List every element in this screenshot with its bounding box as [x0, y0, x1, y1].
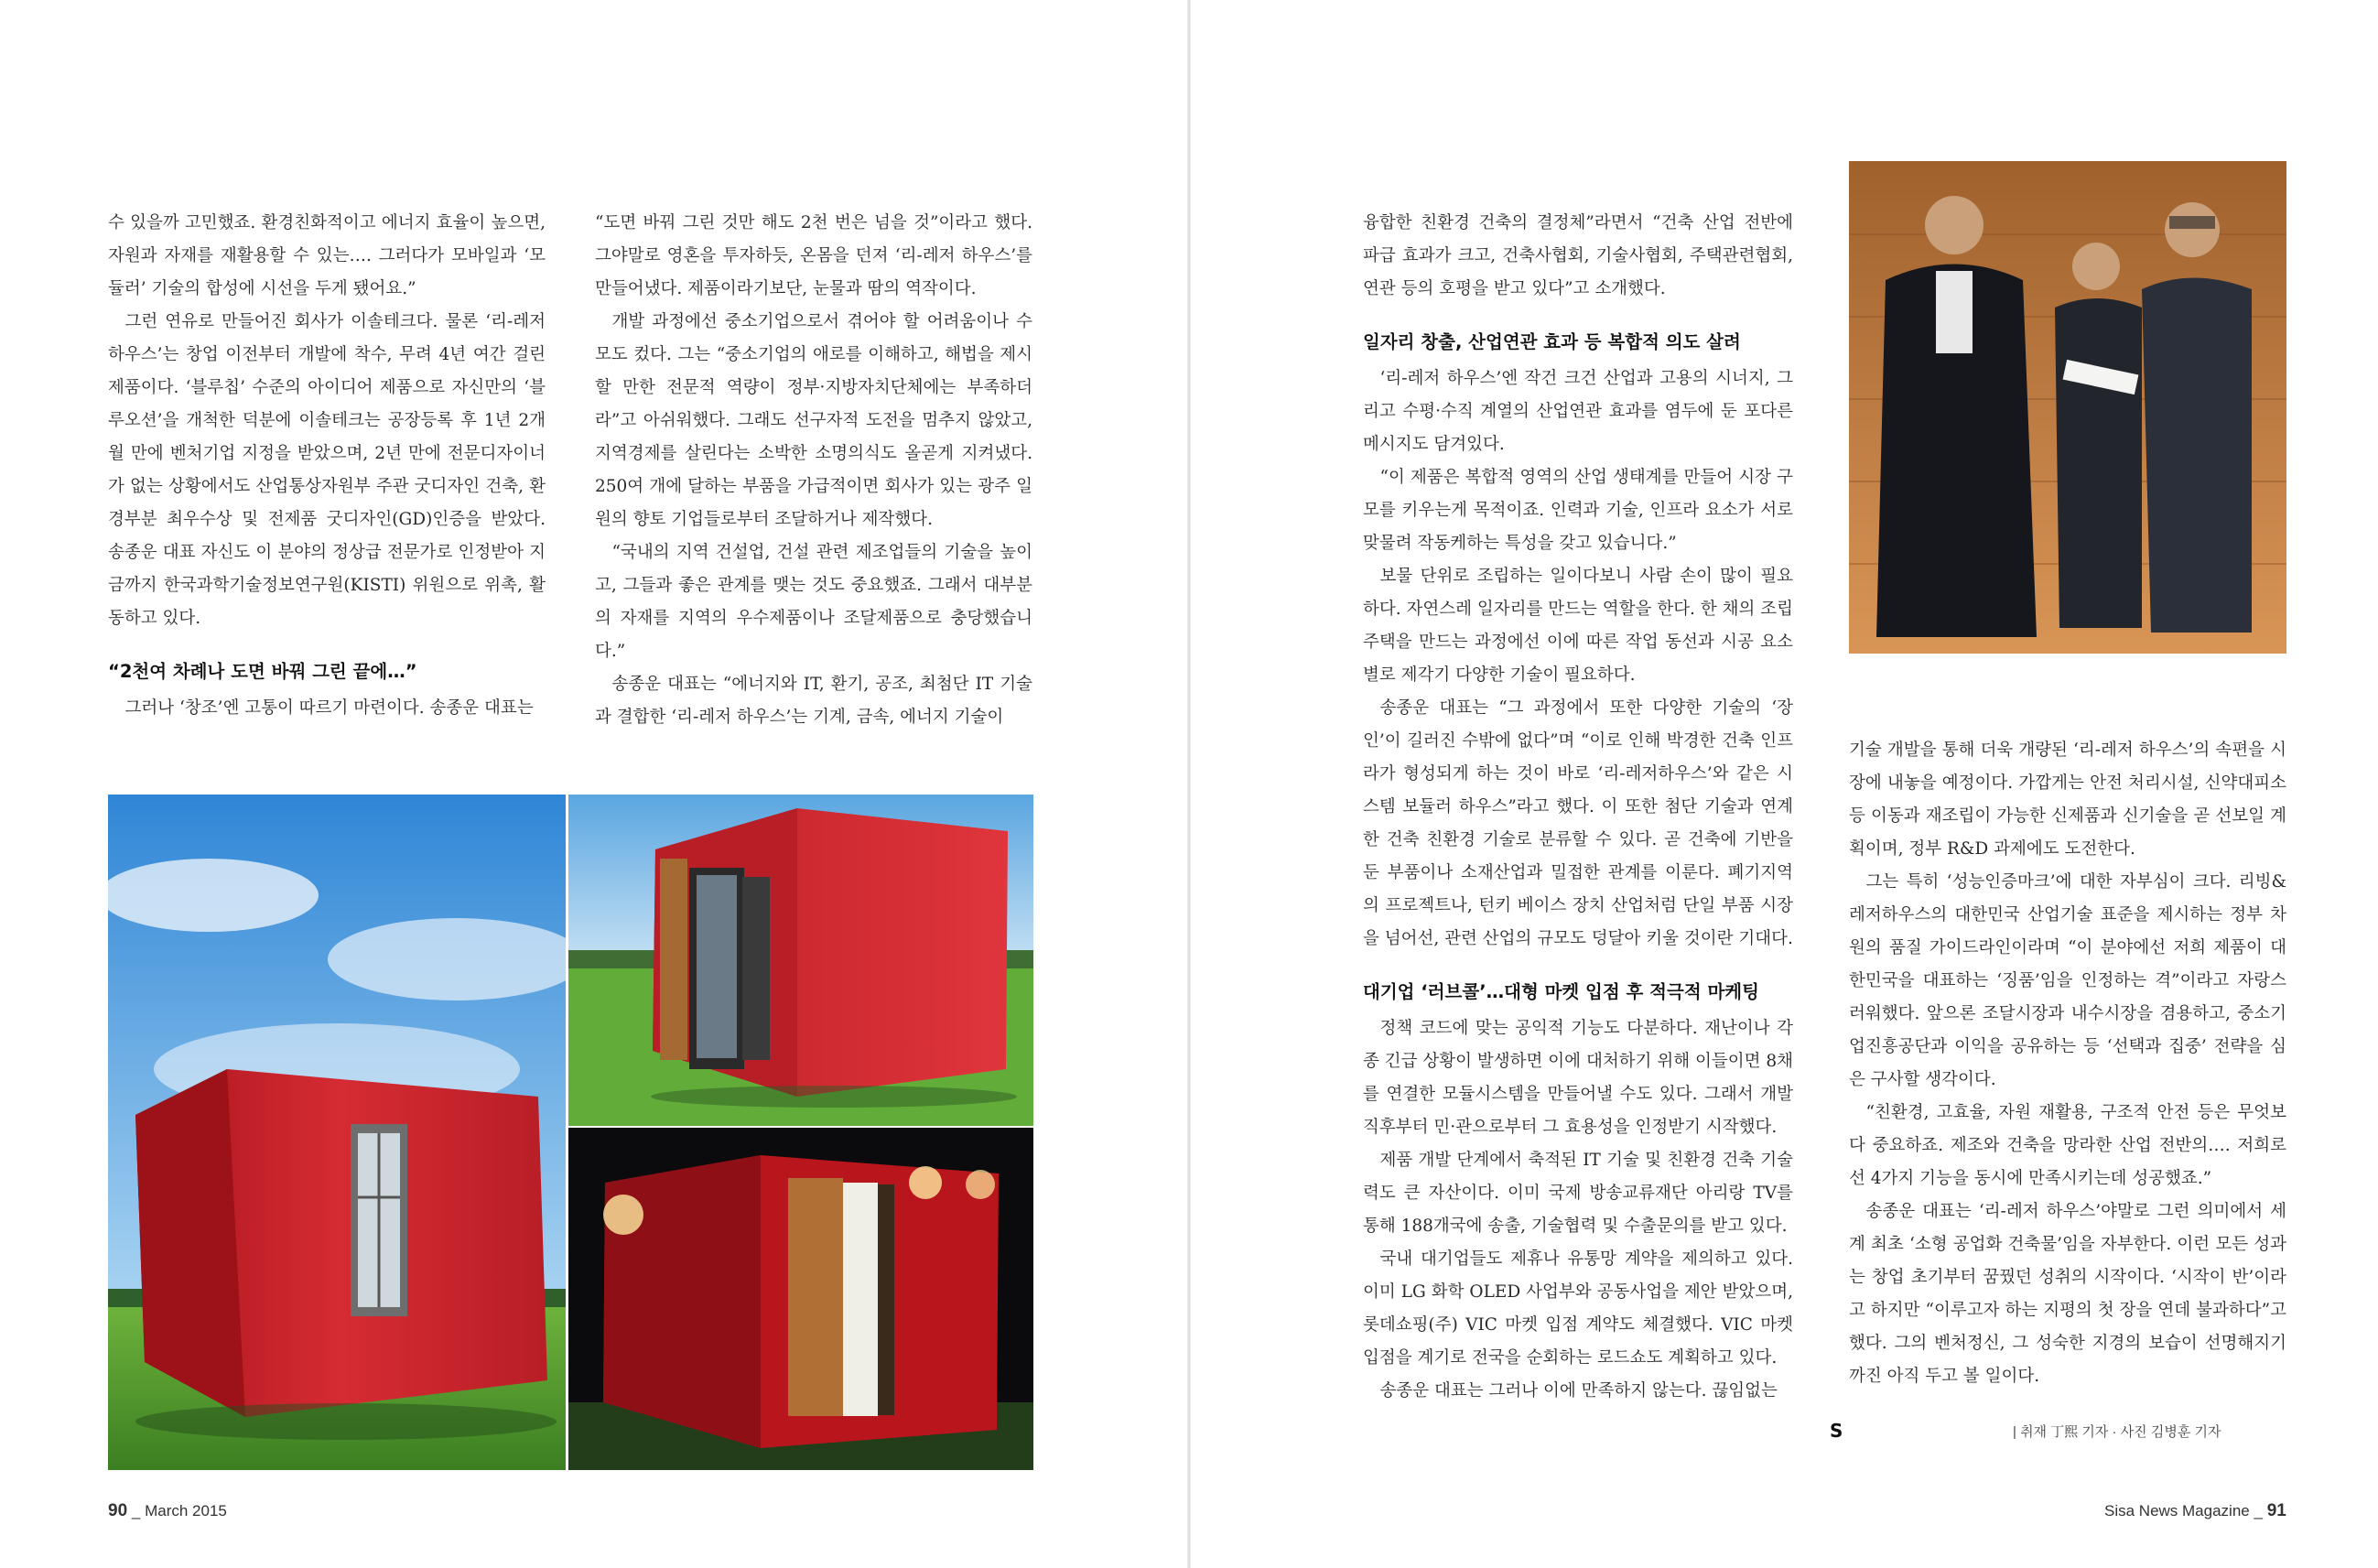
page-folio-right	[2104, 1501, 2286, 1521]
issue-date: March 2015	[145, 1502, 227, 1519]
paragraph: 그러나 ‘창조’엔 고통이 따르기 마련이다. 송종운 대표는	[124, 698, 534, 718]
paragraph: 송종운 대표는 “에너지와 IT, 환기, 공조, 최첨단 IT 기술과 결합한 ‘리-레저 하우스’는 기계, 금속, 에너지 기술이	[595, 675, 1032, 727]
paragraph: 개발 과정에선 중소기업으로서 겪어야 할 어려움이나 수모도 컸다. 그는 “중소기업의 애로를 이해하고, 해법을 제시할 만한 전문적 역량이 정부·지방자치단체에는 부족하더라”고 아쉬워했다. 그래도 선구자적 도전을 멈추지 않았고, 지역경제를 살린다는 소박한 소명의식도 올곧게 지켜냈다. 250여 개에 달하는 부품을 가급적이면 회사가 있는 광주 일원의 향토 기업들로부터 조달하거나 제작했다.	[595, 312, 1032, 529]
section-heading: “2천여 차례나 도면 바꿔 그린 끝에…”	[108, 661, 417, 682]
house-photo-daylight-side	[568, 795, 1033, 1126]
folio-separator: _	[2254, 1502, 2263, 1519]
paragraph: “국내의 지역 건설업, 건설 관련 제조업들의 기술을 높이고, 그들과 좋은 관계를 맺는 것도 중요했죠. 그래서 대부분의 자재를 지역의 우수제품이나 조달제품으로 충당했습니다.”	[595, 543, 1032, 661]
paragraph: ‘리-레저 하우스’엔 작건 크건 산업과 고용의 시너지, 그리고 수평·수직 계열의 산업연관 효과를 염두에 둔 포다른 메시지도 담겨있다.	[1363, 369, 1793, 454]
paragraph: 수 있을까 고민했죠. 환경친화적이고 에너지 효율이 높으면, 자원과 자재를 재활용할 수 있는…. 그러다가 모바일과 ‘모듈러’ 기술의 합성에 시선을 두게 됐어요.”	[108, 213, 546, 298]
section-heading: 일자리 창출, 산업연관 효과 등 복합적 의도 살려	[1363, 331, 1741, 352]
paragraph: 국내 대기업들도 제휴나 유통망 계약을 제의하고 있다. 이미 LG 화학 OLED 사업부와 공동사업을 제안 받았으며, 롯데쇼핑(주) VIC 마켓 입점 계약도 체결했다. VIC 마켓 입점을 계기로 전국을 순회하는 로드쇼도 계획하고 있다.	[1363, 1249, 1793, 1368]
paragraph: “이 제품은 복합적 영역의 산업 생태계를 만들어 시장 구모를 키우는게 목적이죠. 인력과 기술, 인프라 요소가 서로 맞물려 작동케하는 특성을 갖고 있습니다.”	[1363, 468, 1793, 553]
award-ceremony-photo	[1849, 161, 2286, 654]
house-photo-night	[568, 1128, 1033, 1470]
paragraph: 송종운 대표는 ‘리-레저 하우스’야말로 그런 의미에서 세계 최초 ‘소형 공업화 건축물’임을 자부한다. 이런 모든 성과는 창업 초기부터 꿈꿨던 성취의 시작이다. ‘시작이 반’이라고 하지만 “이루고자 하는 지평의 첫 장을 연데 불과하다”고 했다. 그의 벤처정신, 그 성숙한 지경의 보습이 선명해지기까진 아직 두고 볼 일이다.	[1849, 1202, 2286, 1386]
page-number: 90	[108, 1501, 128, 1520]
folio-separator: _	[131, 1502, 141, 1519]
left-column-2	[595, 207, 1032, 734]
paragraph: 송종운 대표는 그러나 이에 만족하지 않는다. 끊임없는	[1379, 1381, 1778, 1400]
right-column-2	[1849, 734, 2286, 1393]
paragraph: 기술 개발을 통해 더욱 개량된 ‘리-레저 하우스’의 속편을 시장에 내놓을 예정이다. 가깝게는 안전 처리시설, 신약대피소 등 이동과 재조립이 가능한 신제품과 신기술을 곧 선보일 계획이며, 정부 R&D 과제에도 도전한다.	[1849, 741, 2286, 859]
paragraph: 그런 연유로 만들어진 회사가 이솔테크다. 물론 ‘리-레저 하우스’는 창업 이전부터 개발에 착수, 무려 4년 여간 걸린 제품이다. ‘블루칩’ 수준의 아이디어 제품으로 자신만의 ‘블루오션’을 개척한 덕분에 이솔테크는 공장등록 후 1년 2개월 만에 벤처기업 지정을 받았으며, 2년 만에 전문디자이너가 없는 상황에서도 산업통상자원부 주관 굿디자인 건축, 환경부분 최우수상 및 전제품 굿디자인(GD)인증을 받았다. 송종운 대표 자신도 이 분야의 정상급 전문가로 인정받아 지금까지 한국과학기술정보연구원(KISTI) 위원으로 위촉, 활동하고 있다.	[108, 312, 546, 628]
paragraph: 송종운 대표는 “그 과정에서 또한 다양한 기술의 ‘장인’이 길러진 수밖에 없다”며 “이로 인해 박경한 건축 인프라가 형성되게 하는 것이 바로 ‘리-레저하우스’와 같은 시스템 보듈러 하우스”라고 했다. 이 또한 첨단 기술과 연계한 건축 친환경 기술로 분류할 수 있다. 곧 건축에 기반을 둔 부품이나 소재산업과 밀접한 관계를 이룬다. 폐기지역의 프로젝트나, 턴키 베이스 장치 산업처럼 단일 부품 시장을 넘어선, 관련 산업의 규모도 덩달아 키울 것이란 기대다.	[1363, 698, 1793, 948]
page-folio-left	[108, 1501, 227, 1521]
section-heading: 대기업 ‘러브콜’…대형 마켓 입점 후 적극적 마케팅	[1363, 981, 1759, 1002]
paragraph: 제품 개발 단계에서 축적된 IT 기술 및 친환경 건축 기술력도 큰 자산이다. 이미 국제 방송교류재단 아리랑 TV를 통해 188개국에 송출, 기술협력 및 수출문의를 받고 있다.	[1363, 1151, 1793, 1236]
article-end-mark: S	[1830, 1420, 1843, 1442]
left-column-1	[108, 207, 546, 725]
page-number: 91	[2266, 1501, 2286, 1520]
paragraph: 보물 단위로 조립하는 일이다보니 사람 손이 많이 필요하다. 자연스레 일자리를 만드는 역할을 한다. 한 채의 조립 주택을 만드는 과정에선 이에 따른 작업 동선과 시공 요소별로 제각기 다양한 기술이 필요하다.	[1363, 567, 1793, 685]
paragraph: “도면 바꿔 그린 것만 해도 2천 번은 넘을 것”이라고 했다. 그야말로 영혼을 투자하듯, 온몸을 던져 ‘리-레저 하우스’를 만들어냈다. 제품이라기보단, 눈물과 땀의 역작이다.	[595, 213, 1032, 298]
magazine-name: Sisa News Magazine	[2104, 1502, 2250, 1519]
paragraph: 정책 코드에 맞는 공익적 기능도 다분하다. 재난이나 각종 긴급 상황이 발생하면 이에 대처하기 위해 이들이면 8채를 연결한 모듈시스템을 만들어낼 수도 있다. 그래서 개발 직후부터 민·관으로부터 그 효용성을 인정받기 시작했다.	[1363, 1019, 1793, 1137]
paragraph: 융합한 친환경 건축의 결정체”라면서 “건축 산업 전반에 파급 효과가 크고, 건축사협회, 기술사협회, 주택관련협회, 연관 등의 호평을 받고 있다”고 소개했다.	[1363, 213, 1793, 298]
house-photo-daylight-large	[108, 795, 566, 1470]
paragraph: 그는 특히 ‘성능인증마크’에 대한 자부심이 크다. 리빙&레저하우스의 대한민국 산업기술 표준을 제시하는 정부 차원의 품질 가이드라인이라며 “이 분야에선 저희 제품이 대한민국을 대표하는 ‘징품’임을 인정하는 격”이라고 자랑스러워했다. 앞으론 조달시장과 내수시장을 겸용하고, 중소기업진흥공단과 이익을 공유하는 등 ‘선택과 집중’ 전략을 심은 구사할 생각이다.	[1849, 872, 2286, 1089]
paragraph: “친환경, 고효율, 자원 재활용, 구조적 안전 등은 무엇보다 중요하죠. 제조와 건축을 망라한 산업 전반의…. 저희로선 4가지 기능을 동시에 만족시키는데 성공했죠.”	[1849, 1103, 2286, 1188]
right-page	[1189, 0, 2378, 1568]
photo-credit: | 취재 丁熙 기자 · 사진 김병훈 기자	[2013, 1424, 2221, 1440]
right-column-1	[1363, 207, 1793, 1408]
